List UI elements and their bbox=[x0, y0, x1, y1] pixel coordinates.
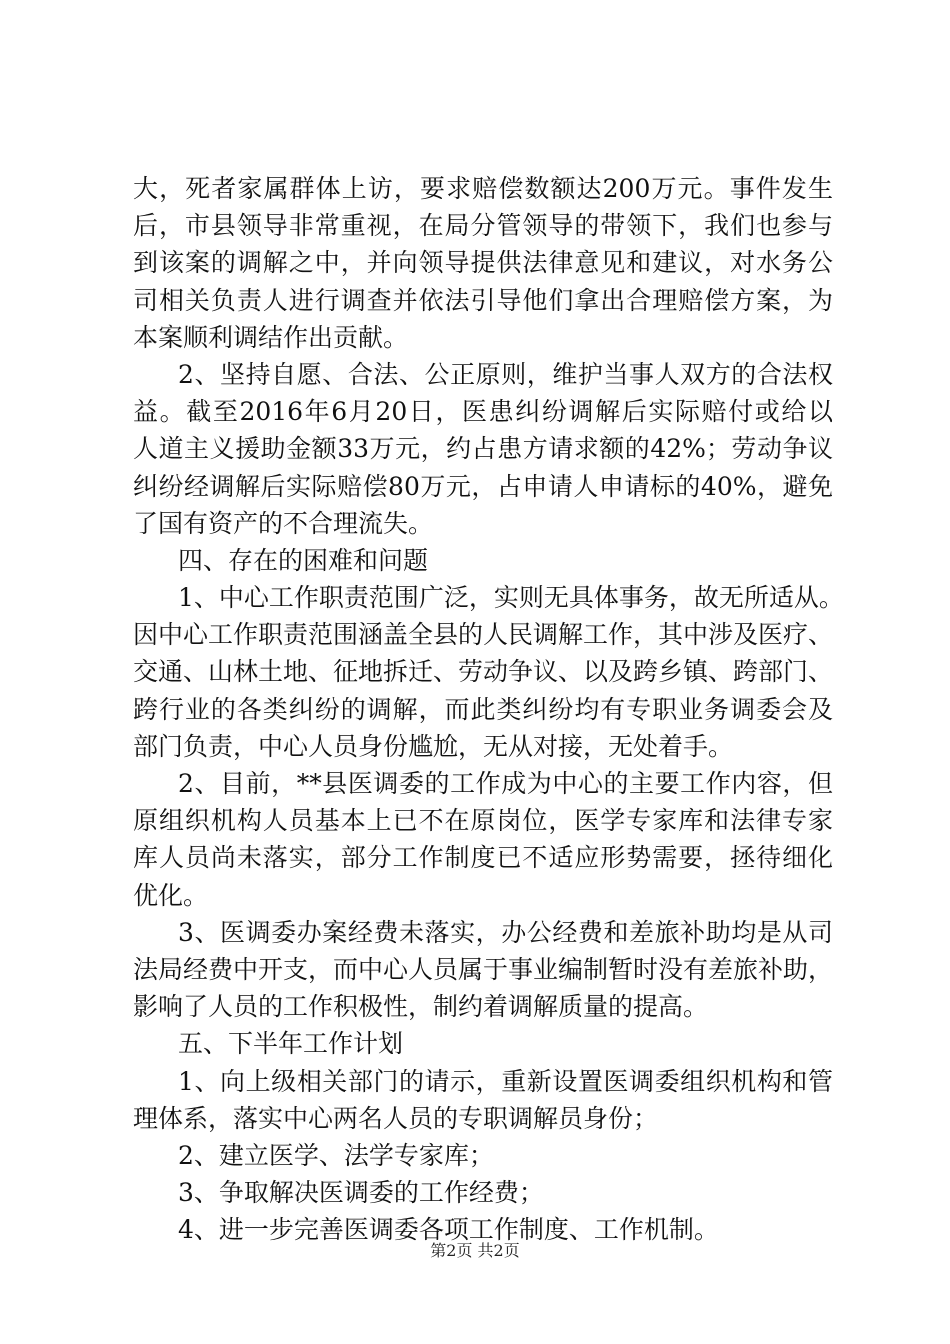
text-line: 理体系，落实中心两名人员的专职调解员身份； bbox=[133, 1103, 659, 1133]
text-line: 法局经费中开支，而中心人员属于事业编制暂时没有差旅补助， bbox=[133, 954, 834, 984]
text-line: 1、向上级相关部门的请示，重新设置医调委组织机构和管 bbox=[178, 1066, 833, 1096]
text-line: 1、中心工作职责范围广泛，实则无具体事务，故无所适从。 bbox=[178, 583, 844, 613]
text-line: 益。截至2016年6月20日，医患纠纷调解后实际赔付或给以 bbox=[133, 397, 833, 427]
text-line: 3、争取解决医调委的工作经费； bbox=[178, 1178, 544, 1208]
text-line: 影响了人员的工作积极性，制约着调解质量的提高。 bbox=[133, 992, 709, 1022]
text-line: 人道主义援助金额33万元，约占患方请求额的42%；劳动争议 bbox=[133, 434, 833, 464]
text-line: 优化。 bbox=[133, 880, 209, 910]
text-line: 4、进一步完善医调委各项工作制度、工作机制。 bbox=[178, 1215, 719, 1245]
text-line: 3、医调委办案经费未落实，办公经费和差旅补助均是从司 bbox=[178, 917, 833, 947]
section-heading: 五、下半年工作计划 bbox=[178, 1029, 404, 1059]
text-line: 交通、山林土地、征地拆迁、劳动争议、以及跨乡镇、跨部门、 bbox=[133, 657, 834, 687]
text-line: 跨行业的各类纠纷的调解，而此类纠纷均有专职业务调委会及 bbox=[133, 694, 833, 724]
text-line: 到该案的调解之中，并向领导提供法律意见和建议，对水务公 bbox=[133, 248, 833, 278]
text-line: 司相关负责人进行调查并依法引导他们拿出合理赔偿方案，为 bbox=[133, 285, 833, 315]
text-line: 原组织机构人员基本上已不在原岗位，医学专家库和法律专家 bbox=[133, 806, 833, 836]
text-line: 纠纷经调解后实际赔偿80万元，占申请人申请标的40%，避免 bbox=[133, 471, 833, 501]
document-body bbox=[133, 170, 844, 1248]
text-line: 2、目前，**县医调委的工作成为中心的主要工作内容，但 bbox=[178, 769, 833, 798]
text-line: 2、建立医学、法学专家库； bbox=[178, 1140, 494, 1170]
page-footer: 第2页 共2页 bbox=[430, 1241, 520, 1260]
text-line: 库人员尚未落实，部分工作制度已不适应形势需要，拯待细化 bbox=[133, 843, 833, 873]
text-line: 后，市县领导非常重视，在局分管领导的带领下，我们也参与 bbox=[133, 211, 833, 241]
text-line: 本案顺利调结作出贡献。 bbox=[133, 322, 409, 352]
text-line: 了国有资产的不合理流失。 bbox=[133, 508, 434, 538]
text-line: 2、坚持自愿、合法、公正原则，维护当事人双方的合法权 bbox=[178, 359, 833, 389]
section-heading: 四、存在的困难和问题 bbox=[178, 545, 429, 575]
text-line: 大，死者家属群体上访，要求赔偿数额达200万元。事件发生 bbox=[133, 174, 833, 203]
text-line: 部门负责，中心人员身份尴尬，无从对接，无处着手。 bbox=[133, 731, 734, 761]
text-line: 因中心工作职责范围涵盖全县的人民调解工作，其中涉及医疗、 bbox=[133, 620, 834, 650]
